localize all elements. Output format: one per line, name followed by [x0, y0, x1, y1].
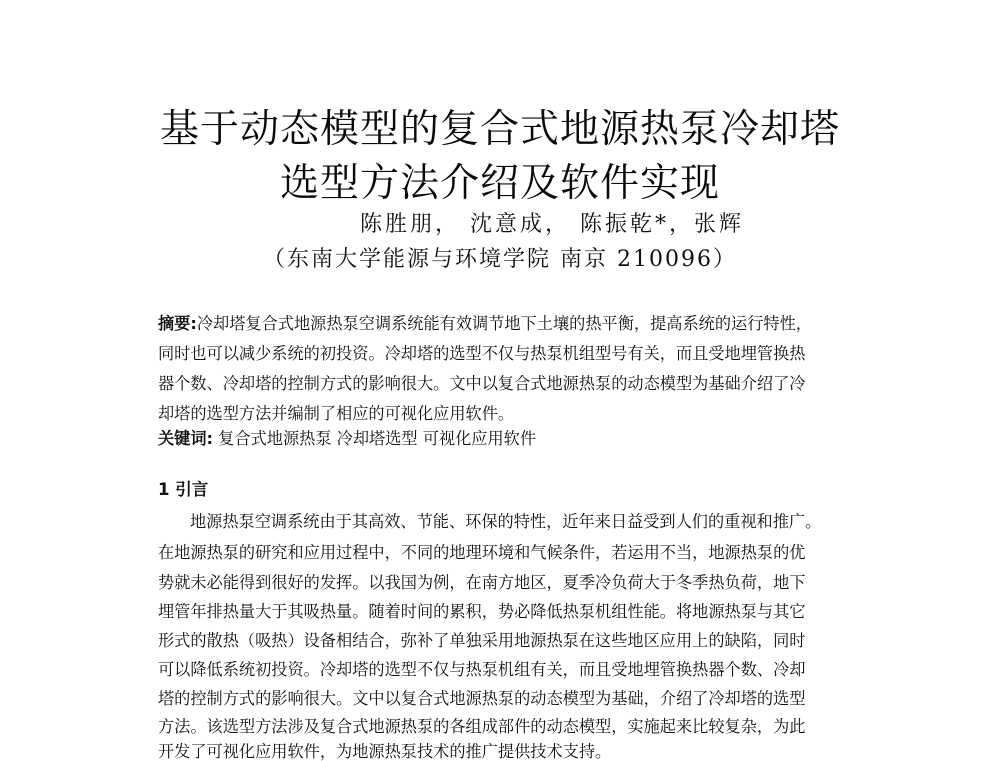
abstract-line — [158, 316, 812, 332]
body-line: 方法。该选型方法涉及复合式地源热泵的各组成部件的动态模型，实施起来比较复杂，为此 — [158, 717, 806, 736]
abstract-text: 冷却塔复合式地源热泵空调系统能有效调节地下土壤的热平衡，提高系统的运行特性， — [196, 314, 812, 333]
body-line: 势就未必能得到很好的发挥。以我国为例，在南方地区，夏季冷负荷大于冬季热负荷，地下 — [158, 573, 806, 592]
keywords-text: 复合式地源热泵 冷却塔选型 可视化应用软件 — [218, 429, 537, 448]
body-line: 塔的控制方式的影响很大。文中以复合式地源热泵的动态模型为基础，介绍了冷却塔的选型 — [158, 689, 806, 708]
abstract-line: 同时也可以减少系统的初投资。冷却塔的选型不仅与热泵机组型号有关，而且受地埋管换热 — [158, 344, 806, 363]
body-line: 在地源热泵的研究和应用过程中，不同的地理环境和气候条件，若运用不当，地源热泵的优 — [158, 543, 806, 562]
keywords-label: 关键词: — [158, 429, 214, 448]
body-line: 形式的散热（吸热）设备相结合，弥补了单独采用地源热泵在这些地区应用上的缺陷，同时 — [158, 631, 806, 650]
abstract-line: 器个数、冷却塔的控制方式的影响很大。文中以复合式地源热泵的动态模型为基础介绍了冷 — [158, 374, 806, 393]
section-heading: 1 引言 — [158, 480, 209, 499]
body-line: 可以降低系统初投资。冷却塔的选型不仅与热泵机组有关，而且受地埋管换热器个数、冷却 — [158, 660, 806, 679]
paper-title-line-2: 选型方法介绍及软件实现 — [279, 161, 720, 206]
author-list: 陈胜朋， 沈意成， 陈振乾*，张辉 — [360, 212, 744, 237]
body-line: 地源热泵空调系统由于其高效、节能、环保的特性，近年来日益受到人们的重视和推广。 — [190, 512, 822, 531]
keywords-line — [158, 431, 536, 447]
body-line: 开发了可视化应用软件，为地源热泵技术的推广提供技术支持。 — [158, 742, 612, 761]
affiliation: （东南大学能源与环境学院 南京 210096） — [263, 247, 737, 272]
paper-title-line-1: 基于动态模型的复合式地源热泵冷却塔 — [159, 107, 840, 152]
abstract-line: 却塔的选型方法并编制了相应的可视化应用软件。 — [158, 404, 515, 423]
abstract-label: 摘要: — [158, 314, 197, 333]
body-line: 埋管年排热量大于其吸热量。随着时间的累积，势必降低热泵机组性能。将地源热泵与其它 — [158, 602, 806, 621]
